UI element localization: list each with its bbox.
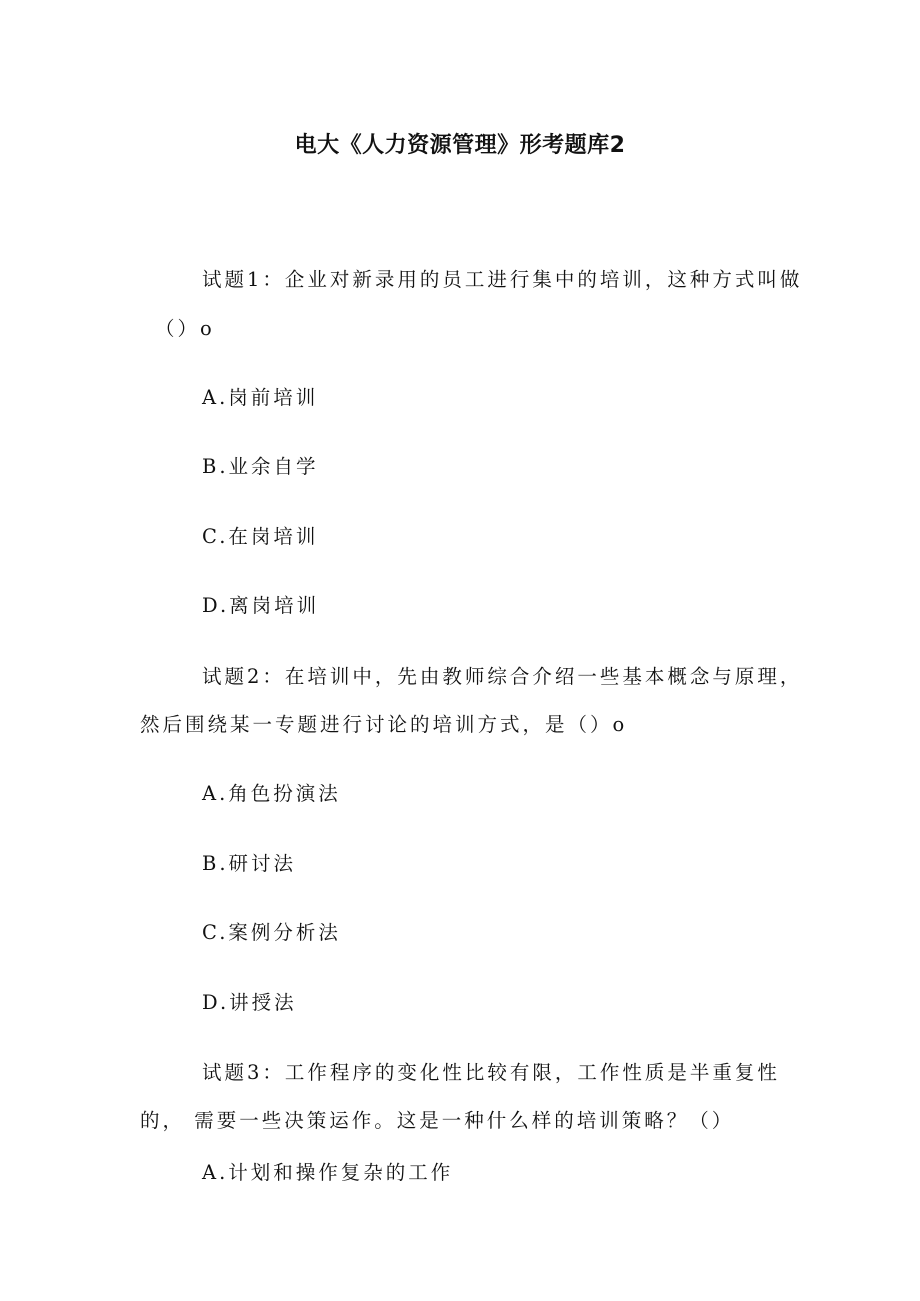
question-2-option-d: D.讲授法 (202, 991, 297, 1014)
question-3-option-a: A.计划和操作复杂的工作 (202, 1161, 454, 1184)
question-2-option-b: B.研讨法 (202, 852, 297, 875)
question-1-option-d: D.离岗培训 (202, 594, 320, 617)
page-title: 电大《人力资源管理》形考题库2 (294, 133, 626, 158)
question-1-option-c: C.在岗培训 (202, 525, 319, 548)
question-3-stem-line-2: 的， 需要一些决策运作。这是一种什么样的培训策略？（） (140, 1109, 735, 1132)
question-1-stem-line-1: 试题1：企业对新录用的员工进行集中的培训，这种方式叫做 (202, 268, 803, 291)
question-2-option-c: C.案例分析法 (202, 921, 341, 944)
question-1-option-b: B.业余自学 (202, 455, 319, 478)
question-1-stem-line-2: （）o (155, 317, 215, 340)
question-2-option-a: A.角色扮演法 (202, 782, 341, 805)
question-2-stem-line-2: 然后围绕某一专题进行讨论的培训方式，是（）o (140, 713, 628, 736)
question-1-option-a: A.岗前培训 (202, 386, 319, 409)
question-3-stem-line-1: 试题3：工作程序的变化性比较有限，工作性质是半重复性 (202, 1061, 780, 1084)
question-2-stem-line-1: 试题2：在培训中，先由教师综合介绍一些基本概念与原理， (202, 665, 803, 688)
